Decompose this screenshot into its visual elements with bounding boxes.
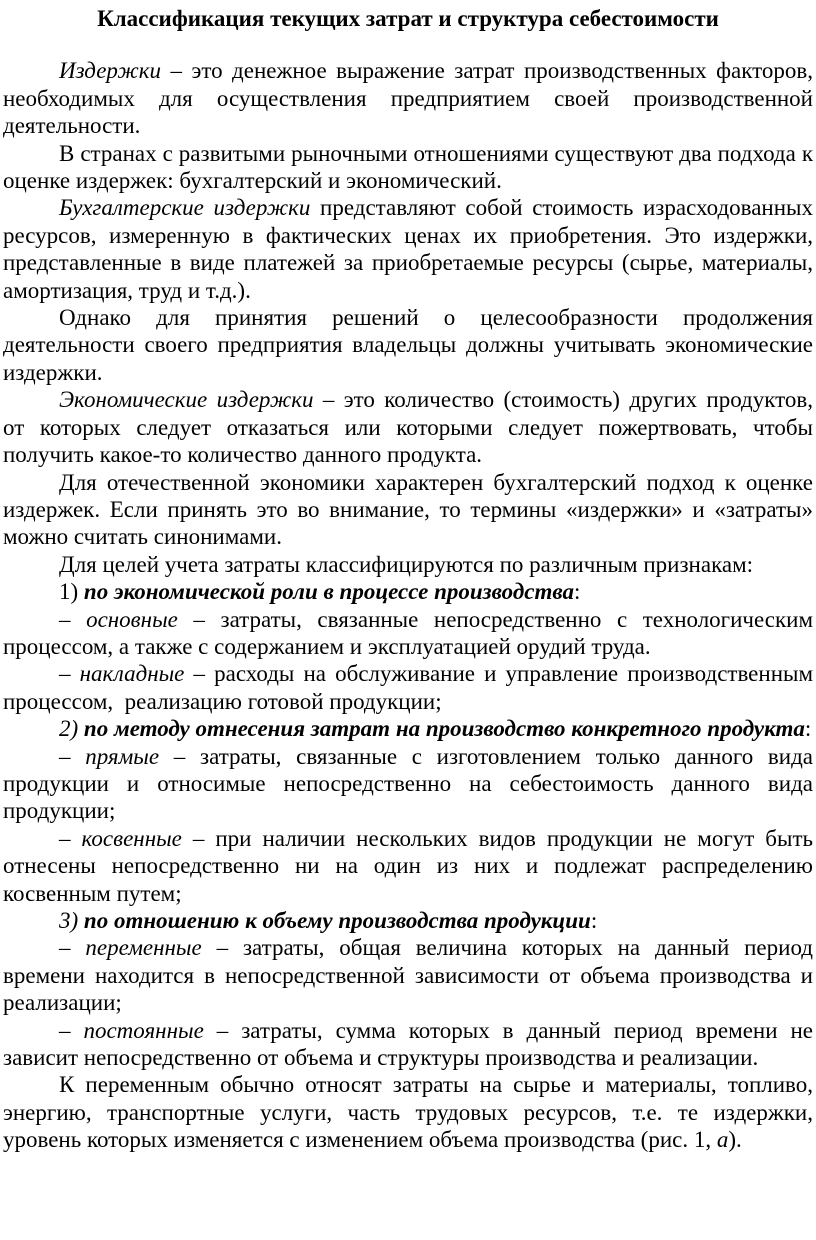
text-run: 2) [59, 716, 84, 742]
text-run: Издержки [59, 58, 161, 84]
text-run: Для целей учета затраты классифицируются по различным признакам: [59, 551, 754, 577]
document-title: Классификация текущих затрат и структура себестоимости [97, 6, 719, 31]
list-item-basic-costs [3, 606, 813, 661]
text-run: 3) [59, 908, 84, 933]
text-run: Для отечественной экономики характерен бухгалтерский подход к оценке издержек. Если принять это во внимание, то термины «издержки» и «затраты» можно считать синонимами. [3, 469, 813, 550]
text-run: – затраты, общая величина которых на данный период времени находится в непосредственной зависимости от объема производства и реализации; [3, 935, 813, 1016]
text-run: переменные [85, 935, 202, 961]
list-item-overhead-costs [3, 660, 813, 715]
text-run: 1) [59, 579, 84, 605]
para-domestic-economy [3, 469, 813, 551]
para-classification-intro [3, 551, 813, 578]
text-run: основные [86, 606, 178, 632]
text-run: – [59, 825, 82, 851]
text-run: ). [728, 1127, 742, 1153]
text-run: – это количество (стоимость) других продуктов, от которых следует отказаться или которыми следует пожертвовать, чтобы получить какое-то количество данного продукта. [3, 387, 813, 468]
list-item-2-heading [3, 715, 813, 742]
list-item-variable-costs [3, 934, 813, 1016]
text-run: прямые [85, 743, 160, 769]
text-run: накладные [79, 661, 185, 687]
text-run: по экономической роли в процессе производства [83, 579, 574, 605]
text-run: К переменным обычно относят затраты на сырье и материалы, топливо, энергию, транспортные услуги, часть трудовых ресурсов, т.е. те издержки, уровень которых изменяется с изменением объема производства (рис. 1, [3, 1072, 813, 1153]
text-run: : [590, 908, 598, 933]
text-run: а [716, 1127, 729, 1153]
text-run: – [59, 661, 80, 687]
list-item-fixed-costs [3, 1017, 813, 1072]
para-costs-definition [3, 57, 813, 139]
text-run: – [59, 743, 86, 769]
list-item-1-heading [3, 578, 813, 605]
text-run: Однако для принятия решений о целесообразности продолжения деятельности своего предприятия владельцы должны учитывать экономические издержки. [3, 305, 813, 385]
list-item-indirect-costs [3, 825, 813, 907]
para-accounting-costs [3, 194, 813, 304]
text-run: – [59, 606, 87, 632]
text-run: – [59, 935, 86, 961]
text-run: косвенные [81, 825, 182, 851]
text-run: постоянные [83, 1017, 204, 1043]
list-item-direct-costs [3, 743, 813, 825]
text-run: по методу отнесения затрат на производство конкретного продукта [83, 716, 805, 742]
text-run: – это денежное выражение затрат производственных факторов, необходимых для осуществления предприятием своей производственной деятельности. [3, 58, 813, 139]
text-run: В странах с развитыми рыночными отношениями существуют два подхода к оценке издержек: бухгалтерский и экономический. [3, 140, 813, 194]
text-run: – затраты, сумма которых в данный период времени не зависит непосредственно от объема и структуры производства и реализации. [3, 1017, 814, 1071]
para-decision-making [3, 304, 813, 386]
para-two-approaches [3, 140, 813, 195]
text-run: : [804, 716, 812, 742]
text-run: Бухгалтерские издержки [59, 195, 311, 221]
text-run: – при наличии нескольких видов продукции не могут быть отнесены непосредственно ни на один из них и подлежат распределению косвенным путем; [3, 825, 813, 906]
para-economic-costs [3, 386, 813, 468]
text-run: по отношению к объему производства продукции [83, 908, 591, 933]
para-variable-examples [3, 1071, 813, 1153]
text-run: Экономические издержки [59, 387, 314, 413]
text-run: представляют собой стоимость израсходованных ресурсов, измеренную в фактических ценах их приобретения. Это издержки, представленные в виде платежей за приобретаемые ресурсы (сырье, материалы, амортизация, труд и т.д.). [3, 195, 813, 303]
text-run: – расходы на обслуживание и управление производственным процессом, реализацию готовой продукции; [3, 661, 814, 714]
text-run: – [59, 1017, 84, 1043]
text-run: – затраты, связанные непосредственно с технологическим процессом, а также с содержанием и эксплуатацией орудий труда. [3, 606, 814, 659]
text-run: – затраты, связанные с изготовлением только данного вида продукции и относимые непосредственно на себестоимость данного вида продукции; [3, 743, 814, 824]
text-run: : [573, 579, 581, 605]
list-item-3-heading [3, 907, 813, 934]
